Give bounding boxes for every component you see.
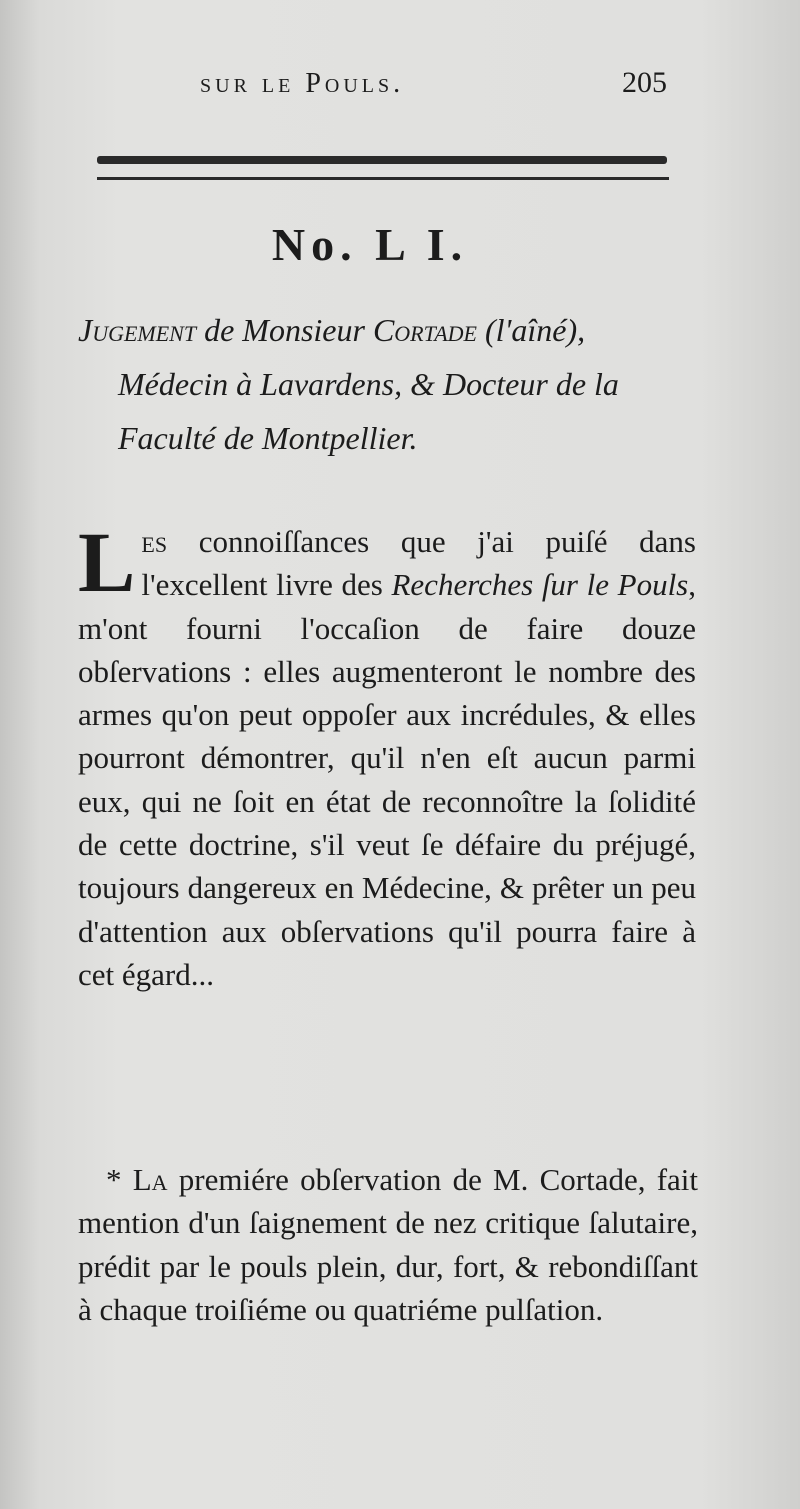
body-text-1: connoiſſances que j'ai puiſé dans l'excellent livre des [141,524,696,603]
lead-letters: es [141,524,168,559]
body-text-2: , m'ont fourni l'occaſion de faire douze obſervations : elles augmenteront le nombre des armes qu'on peut oppoſer aux incrédules, & elles pourront démontrer, qu'il n'en eſt aucun parmi eux, qui ne ſoit en état de reconnoître la ſolidité de cette doctrine, s'il veut ſe défaire du préjugé, toujours dangereux en Médecine, & prêter un peu d'attention aux obſervations qu'il pourra faire à cet égard... [78,567,696,992]
footnote-lead: La [132,1162,168,1197]
book-title: Recherches ſur le Pouls [391,567,689,603]
section-heading [78,303,698,465]
page-number: 205 [622,66,667,99]
header-rule-thick [97,156,667,164]
footnote [78,1158,698,1331]
section-number: No. L I. [271,219,469,270]
heading-text-2: (l'aîné), Médecin à Lavardens, & Docteur de la Faculté de Montpellier. [118,312,619,456]
footnote-marker: * [106,1162,133,1197]
heading-label: Jugement [78,312,197,348]
drop-cap: L [78,514,136,610]
heading-text-1: de Monsieur [196,312,373,348]
footnote-text: premiére obſervation de M. Cortade, fait mention d'un ſaignement de nez critique ſalutaire, prédit par le pouls plein, dur, fort, & rebondiſſant à chaque troiſiéme ou quatriéme pulſation. [78,1162,699,1327]
heading-name: Cortade [372,312,477,348]
header-rule-thin [97,177,669,180]
running-head: sur le Pouls. [200,68,405,99]
body-paragraph [78,514,696,996]
